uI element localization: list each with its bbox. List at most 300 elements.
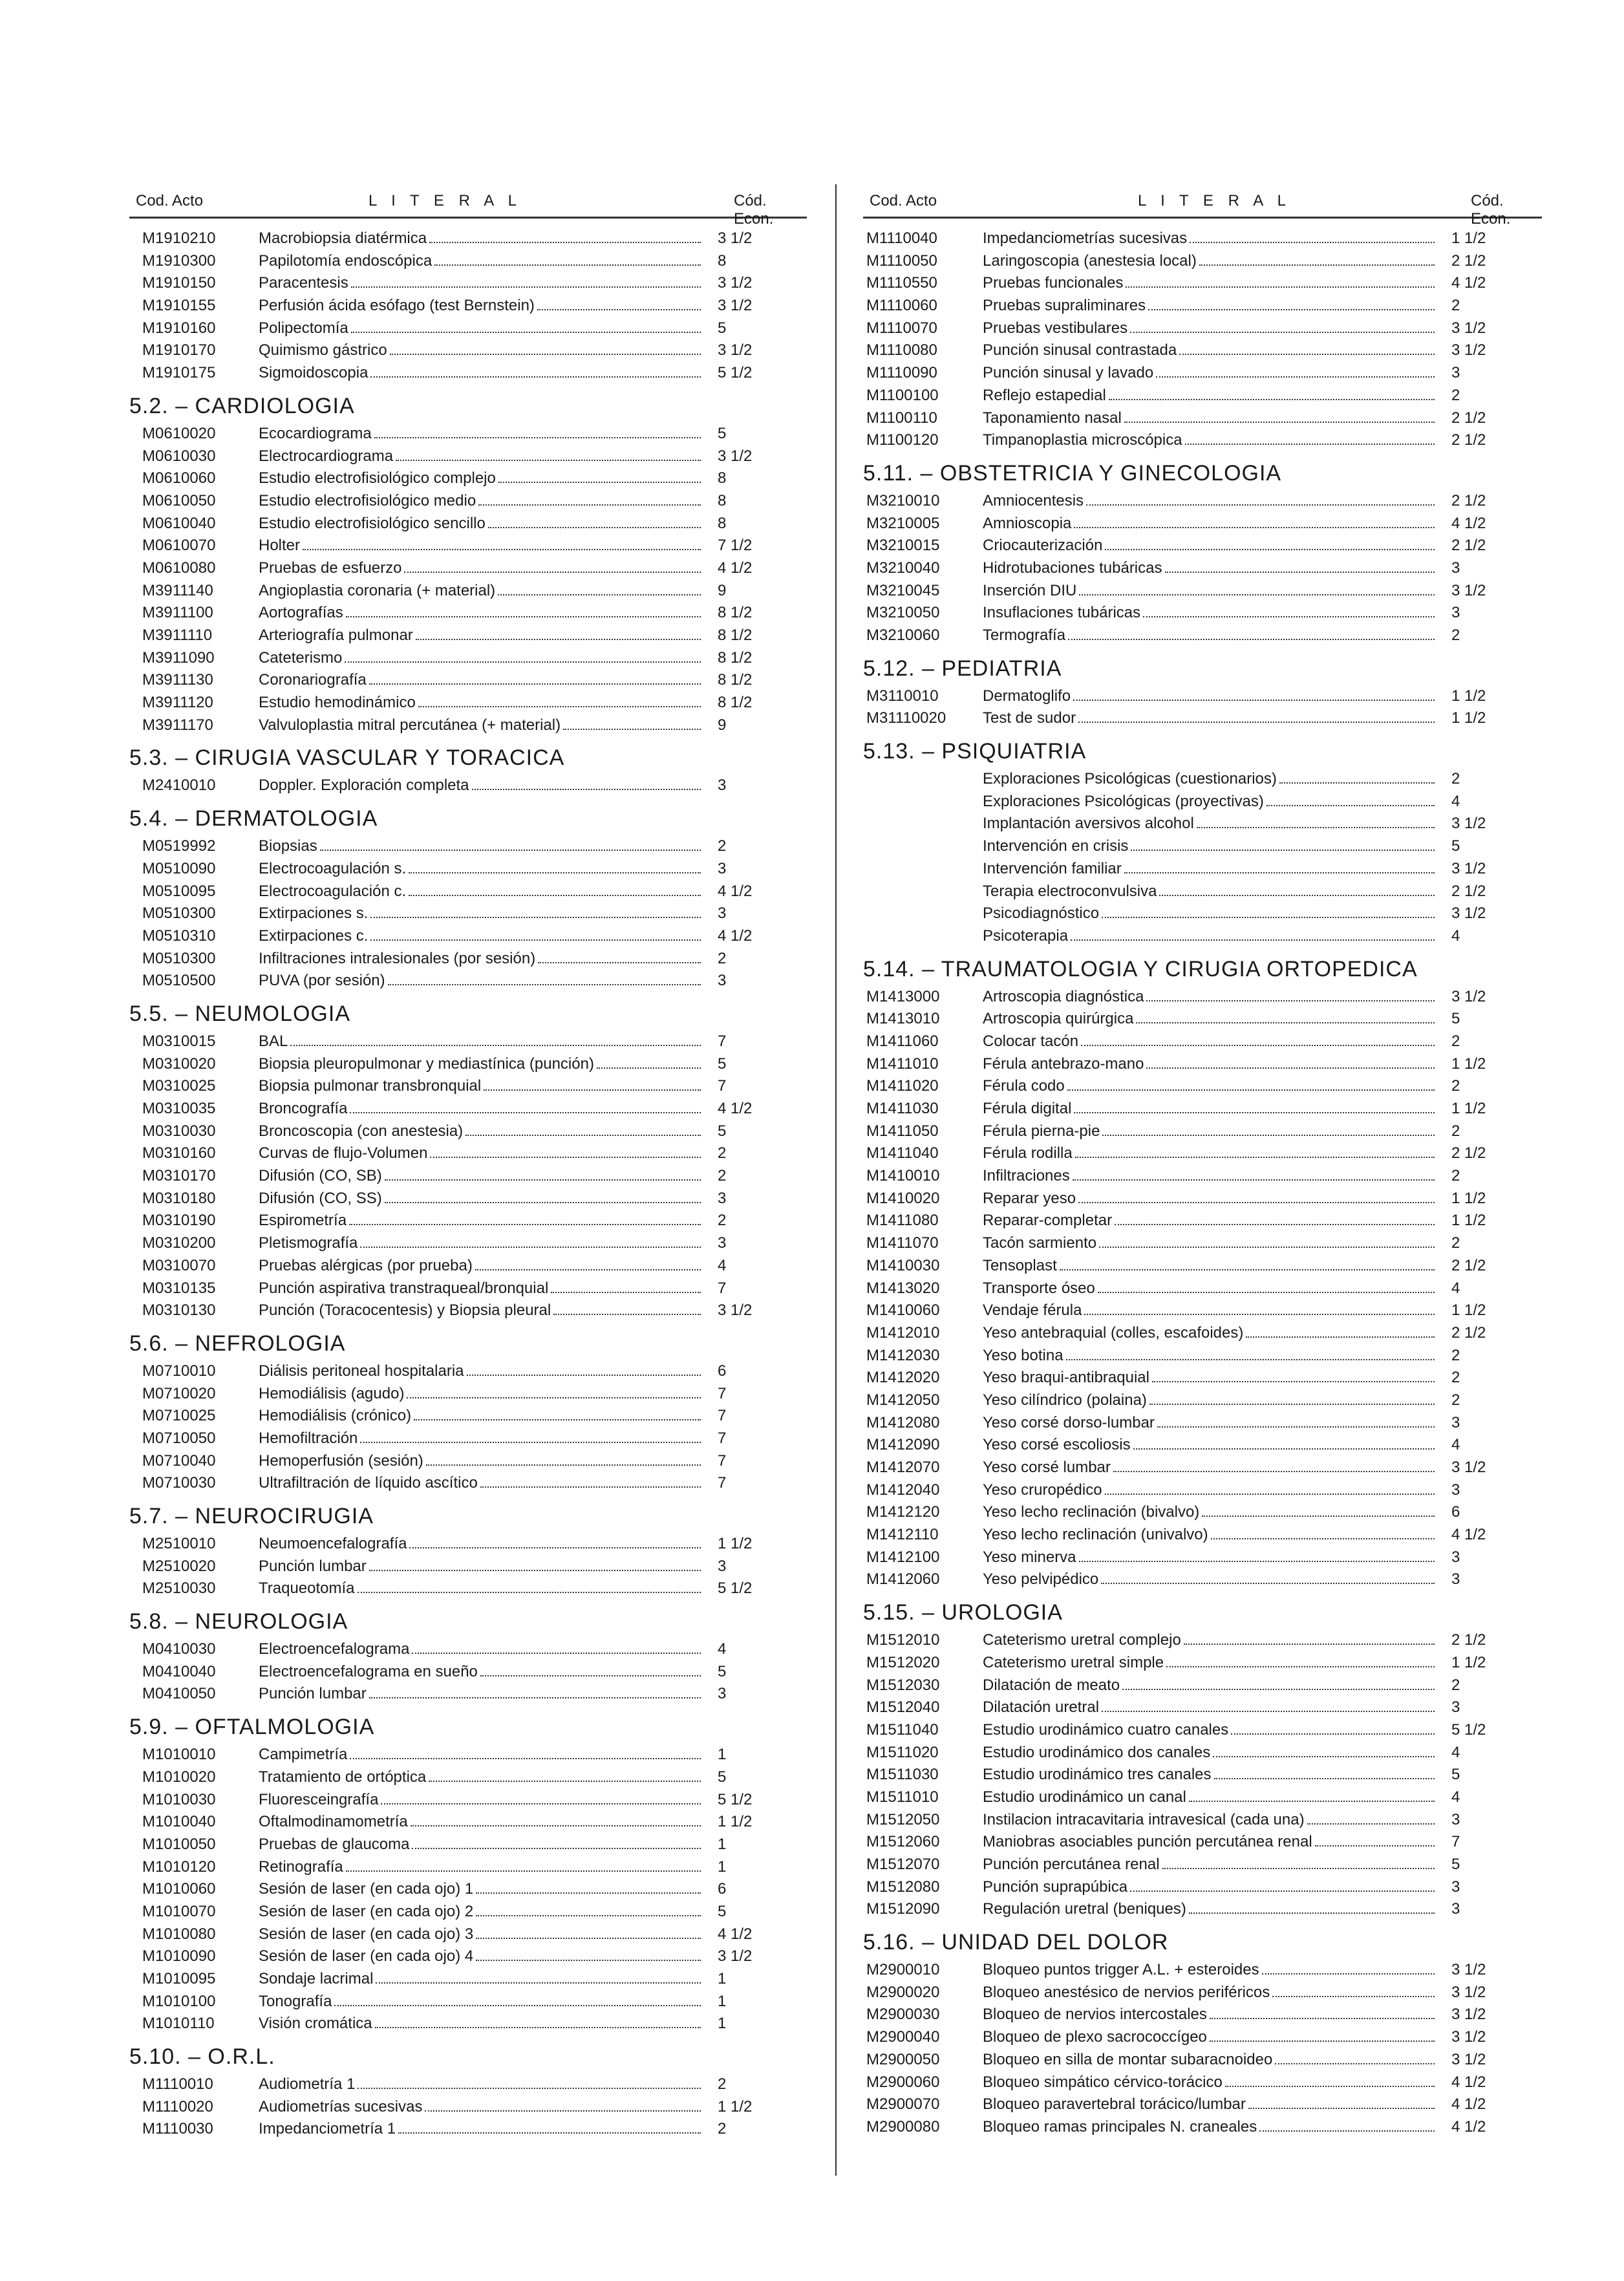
table-row [129,1578,807,1600]
act-code: M1110010 [142,2075,213,2094]
act-code: M3210060 [866,626,940,644]
section-title: 5.13. – PSIQUIATRIA [863,739,1087,764]
table-row [863,1322,1542,1345]
table-row [863,339,1542,362]
act-code: M0310130 [142,1301,216,1320]
literal-cell [983,1697,1438,1719]
literal-text: Bloqueo en silla de montar subaracnoideo [983,2050,1273,2068]
literal-cell [983,1547,1438,1569]
dot-leader [376,1968,701,1984]
literal-text: Colocar tacón [983,1032,1079,1050]
dot-leader [1279,768,1435,784]
literal-text: Electroencefalograma [259,1640,410,1658]
act-code: M3110010 [866,687,939,705]
literal-text: Arteriografía pulmonar [259,626,413,644]
act-code: M0610020 [142,424,216,442]
table-row [129,881,807,903]
literal-cell [259,775,705,797]
literal-text: Terapia electroconvulsiva [983,882,1157,900]
table-row [129,647,807,670]
literal-text: Bloqueo puntos trigger A.L. + esteroides [983,1961,1259,1979]
econ-code: 2 [1451,1122,1460,1140]
literal-cell [983,881,1438,903]
econ-code: 7 [718,1451,727,1470]
table-row [129,970,807,992]
literal-cell [259,1472,705,1495]
table-row [863,1053,1542,1076]
econ-code: 2 1/2 [1451,1631,1486,1649]
dot-leader [498,467,701,483]
econ-code: 3 1/2 [1451,319,1486,337]
dot-leader [369,669,701,685]
econ-code: 2 [1451,1167,1460,1185]
dot-leader [1179,339,1435,355]
act-code: M0710050 [142,1429,216,1447]
literal-cell [983,1719,1438,1742]
econ-code: 3 [1451,364,1460,382]
econ-code: 3 [718,1234,727,1252]
dot-leader [1133,1434,1435,1450]
table-row [863,1629,1542,1652]
literal-text: Campimetría [259,1746,348,1764]
econ-code: 8 1/2 [718,648,753,667]
dot-leader [416,625,701,640]
econ-code: 5 1/2 [718,1580,753,1598]
act-code: M0510090 [142,859,216,877]
act-code: M1412010 [866,1323,940,1342]
econ-code: 3 [718,972,727,990]
act-code: M1410060 [866,1301,940,1320]
literal-cell [983,1008,1438,1031]
econ-code: 4 1/2 [718,1100,753,1117]
table-row [129,858,807,881]
literal-cell [983,1434,1438,1457]
literal-cell [983,903,1438,925]
act-code [863,791,983,813]
literal-text: Tensoplast [983,1256,1057,1274]
literal-text: Pruebas de glaucoma [259,1835,410,1853]
econ-code: 1 1/2 [1451,1100,1486,1117]
econ-code: 2 [718,1212,727,1230]
literal-cell [259,1232,705,1255]
table-row [863,1547,1542,1569]
dot-leader [349,1210,701,1225]
act-code: M0410050 [142,1685,216,1703]
literal-cell [259,2073,705,2096]
dot-leader [467,1360,701,1376]
literal-cell [983,1959,1438,1982]
econ-code: 2 [1451,1391,1460,1409]
table-row [129,339,807,362]
table-row [129,1968,807,1991]
act-code: M1910155 [142,297,216,315]
literal-text: Quimismo gástrico [259,341,387,359]
literal-text: Cateterismo uretral complejo [983,1631,1181,1649]
literal-cell [983,1412,1438,1435]
literal-text: Bloqueo simpático cérvico-torácico [983,2073,1223,2091]
literal-cell [259,2096,705,2119]
econ-code: 1 1/2 [718,1535,753,1552]
econ-code: 2 [1451,1676,1460,1694]
act-code: M1411070 [866,1234,939,1252]
table-row [129,250,807,273]
literal-text: Hemofiltración [259,1429,358,1447]
act-code: M1110080 [866,341,937,359]
table-row [863,407,1542,430]
act-code: M3911130 [142,671,213,689]
literal-cell [259,1661,705,1684]
act-code: M0710040 [142,1451,216,1470]
act-code: M1010120 [142,1858,216,1876]
literal-text: Cateterismo [259,648,343,667]
literal-cell [983,490,1438,513]
econ-code: 4 [718,1640,727,1658]
literal-cell [259,1255,705,1278]
literal-cell [259,557,705,580]
dot-leader [429,1766,701,1782]
econ-code: 8 1/2 [718,694,753,712]
act-code: M1512030 [866,1676,940,1694]
table-row [863,1255,1542,1278]
table-row [863,1367,1542,1389]
literal-cell [259,1556,705,1578]
act-code: M0510300 [142,905,216,923]
table-row [863,925,1542,948]
literal-cell [259,1901,705,1923]
act-code: M1411060 [866,1032,939,1050]
table-row [863,1719,1542,1742]
table-row [863,1300,1542,1322]
literal-cell [983,1210,1438,1232]
act-code: M1412070 [866,1459,940,1476]
act-code: M1910300 [142,252,216,270]
dot-leader [409,881,701,896]
dot-leader [1084,1300,1435,1315]
act-code: M2900030 [866,2006,940,2024]
econ-code: 3 1/2 [718,297,753,315]
literal-cell [259,835,705,858]
literal-text: Intervención en crisis [983,837,1129,855]
section-title: 5.6. – NEFROLOGIA [129,1331,346,1356]
literal-text: Hemodiálisis (agudo) [259,1384,405,1402]
table-row [129,1789,807,1812]
table-row [863,791,1542,813]
literal-cell [983,250,1438,273]
table-row [129,1556,807,1578]
act-code: M2900020 [866,1983,940,2001]
dot-leader [350,1098,701,1113]
table-row [129,1210,807,1232]
table-row [863,1809,1542,1832]
dot-leader [1231,1719,1435,1735]
dot-leader [1073,685,1435,701]
dot-leader [425,2096,701,2112]
literal-text: Estudio urodinámico tres canales [983,1766,1212,1784]
literal-text: Instilacion intracavitaria intravesical (cada una) [983,1810,1305,1828]
literal-cell [259,1811,705,1834]
dot-leader [1266,791,1435,806]
dot-leader [1248,2094,1435,2109]
act-code: M1511040 [866,1720,939,1739]
dot-leader [1130,317,1435,333]
act-code: M0710010 [142,1362,216,1380]
literal-cell [259,1450,705,1473]
table-row [129,1405,807,1428]
literal-text: Tratamiento de ortóptica [259,1768,427,1786]
econ-code: 5 1/2 [1451,1720,1486,1739]
literal-text: Cateterismo uretral simple [983,1653,1164,1671]
table-row [863,1120,1542,1143]
section-title: 5.11. – OBSTETRICIA Y GINECOLOGIA [863,460,1282,486]
econ-code: 3 [1451,604,1460,622]
table-row [863,707,1542,730]
table-row [129,625,807,647]
econ-code: 7 [718,1429,727,1447]
dot-leader [476,1878,701,1894]
dot-leader [1124,858,1435,873]
literal-cell [983,1031,1438,1053]
section-title: 5.12. – PEDIATRIA [863,656,1062,681]
table-row [863,2072,1542,2094]
literal-text: Yeso minerva [983,1548,1076,1566]
econ-code: 3 1/2 [1451,987,1486,1005]
dot-leader [1148,295,1435,310]
econ-code: 2 [718,1144,727,1162]
act-code: M2510020 [142,1557,216,1575]
econ-code: 1 1/2 [1451,230,1486,247]
act-code [863,903,983,925]
act-code: M1110040 [866,230,937,247]
literal-cell [983,580,1438,603]
table-row [863,881,1542,903]
dot-leader [553,1300,701,1315]
act-code: M0610050 [142,491,216,509]
header-code: Cod. Acto [136,192,204,209]
econ-code: 2 [1451,1234,1460,1252]
table-row [129,1472,807,1495]
dot-leader [1086,490,1435,506]
literal-text: Espirometría [259,1212,347,1230]
dot-leader [1210,2004,1435,2019]
literal-text: Estudio electrofisiológico medio [259,491,476,509]
literal-text: Biopsia pleuropulmonar y mediastínica (punción) [259,1055,594,1073]
act-code: M0410040 [142,1662,216,1680]
dot-leader [1102,903,1435,918]
act-code: M0610080 [142,559,216,577]
econ-code: 2 [1451,1369,1460,1387]
literal-cell [983,317,1438,340]
dot-leader [1102,1697,1435,1712]
literal-cell [983,1569,1438,1591]
table-row [129,1901,807,1923]
table-row [129,1744,807,1766]
literal-text: Valvuloplastia mitral percutánea (+ material) [259,716,561,734]
right-column [863,184,1542,2139]
literal-text: Exploraciones Psicológicas (proyectivas) [983,792,1264,810]
literal-text: Yeso corsé lumbar [983,1459,1111,1476]
literal-text: Estudio electrofisiológico sencillo [259,514,486,532]
econ-code: 4 1/2 [1451,2073,1486,2091]
literal-cell [983,1322,1438,1345]
literal-text: Yeso botina [983,1346,1063,1364]
table-row [863,1278,1542,1300]
literal-text: Dilatación uretral [983,1698,1100,1717]
dot-leader [1101,1569,1435,1584]
table-row [863,429,1542,452]
econ-code: 6 [718,1880,727,1898]
literal-cell [259,1142,705,1165]
act-code: M0310025 [142,1077,216,1095]
act-code: M2900060 [866,2073,940,2091]
literal-text: Punción percutánea renal [983,1856,1160,1873]
table-row [863,1959,1542,1982]
dot-leader [475,1255,701,1270]
literal-cell [983,1898,1438,1921]
section-title: 5.10. – O.R.L. [129,2044,275,2070]
act-code: M1010040 [142,1813,216,1831]
literal-text: Férula codo [983,1077,1065,1095]
literal-text: Paracentesis [259,274,348,292]
literal-cell [983,1300,1438,1322]
table-row [863,2026,1542,2049]
act-code: M1412060 [866,1570,940,1589]
dot-leader [1102,1120,1435,1136]
table-row [129,228,807,250]
act-code: M1010100 [142,1992,216,2010]
literal-cell [983,1652,1438,1675]
act-code: M1410030 [866,1256,940,1274]
literal-text: Electrocardiograma [259,447,394,465]
table-row [863,1457,1542,1479]
econ-code: 3 [718,1685,727,1703]
dot-leader [430,1142,701,1158]
literal-text: Exploraciones Psicológicas (cuestionarios) [983,770,1277,788]
literal-cell [983,1053,1438,1076]
act-code: M1010095 [142,1970,216,1987]
econ-code: 2 1/2 [1451,1256,1486,1274]
econ-code: 3 1/2 [1451,2028,1486,2046]
header-econ: Cód. Econ. [1471,192,1511,228]
literal-text: Intervención familiar [983,859,1122,877]
dot-leader [303,535,701,550]
dot-leader [370,903,701,918]
literal-cell [259,423,705,445]
econ-code: 5 [718,1122,727,1140]
literal-cell [259,669,705,692]
table-row [129,1188,807,1210]
table-row [863,580,1542,603]
section-title: 5.14. – TRAUMATOLOGIA Y CIRUGIA ORTOPEDICA [863,956,1418,981]
literal-cell [259,467,705,490]
econ-code: 3 [1451,1481,1460,1499]
table-row [129,1255,807,1278]
dot-leader [484,1075,701,1091]
literal-cell [259,1744,705,1766]
literal-cell [983,1831,1438,1854]
literal-cell [983,858,1438,881]
dot-leader [1075,1142,1435,1158]
dot-leader [1071,925,1435,941]
econ-code: 8 [718,469,727,487]
dot-leader [385,1188,701,1203]
section-title: 5.8. – NEUROLOGIA [129,1609,348,1634]
literal-text: Amniocentesis [983,491,1084,509]
literal-text: Reparar yeso [983,1189,1076,1207]
literal-text: Yeso lecho reclinación (univalvo) [983,1526,1208,1544]
dot-leader [1272,1982,1435,1997]
literal-text: Yeso lecho reclinación (bivalvo) [983,1503,1200,1521]
literal-text: Vendaje férula [983,1301,1082,1320]
literal-cell [259,317,705,340]
literal-cell [983,1142,1438,1165]
table-row [863,1742,1542,1764]
econ-code: 7 [1451,1833,1460,1851]
table-row [129,513,807,535]
dot-leader [345,647,701,663]
table-row [863,557,1542,580]
act-code: M1410020 [866,1189,940,1207]
table-row [129,1383,807,1406]
act-code: M1511010 [866,1788,939,1806]
table-row [863,295,1542,317]
table-row [863,385,1542,407]
dot-leader [434,250,701,266]
literal-cell [259,1834,705,1856]
literal-cell [983,1501,1438,1524]
literal-text: Implantación aversivos alcohol [983,815,1194,833]
section-title: 5.16. – UNIDAD DEL DOLOR [863,1930,1169,1955]
econ-code: 4 1/2 [718,1925,753,1943]
dot-leader [480,1661,701,1676]
act-code: M1010010 [142,1746,216,1764]
table-row [129,1428,807,1450]
econ-code: 5 1/2 [718,1790,753,1808]
dot-leader [476,1945,701,1961]
econ-code: 2 1/2 [1451,431,1486,449]
table-row [129,1098,807,1120]
act-code: M1410010 [866,1167,940,1185]
dot-leader [1275,2049,1435,2064]
literal-text: Traqueotomía [259,1580,355,1598]
dot-leader [290,1031,701,1046]
literal-cell [983,1457,1438,1479]
literal-text: Doppler. Exploración completa [259,776,469,795]
econ-code: 2 1/2 [1451,1323,1486,1342]
literal-cell [983,1367,1438,1389]
literal-text: Bloqueo de nervios intercostales [983,2006,1207,2024]
econ-code: 8 [718,514,727,532]
section-title: 5.9. – OFTALMOLOGIA [129,1715,375,1740]
literal-cell [983,1809,1438,1832]
act-code: M1010020 [142,1768,216,1786]
table-row [129,835,807,858]
dot-leader [1225,2072,1435,2087]
act-code: M1512050 [866,1810,940,1828]
literal-cell [259,1165,705,1188]
literal-text: Fluoresceingrafía [259,1790,379,1808]
econ-code: 3 1/2 [1451,341,1486,359]
literal-cell [983,2116,1438,2139]
table-row [129,948,807,970]
table-row [863,1389,1542,1412]
econ-code: 1 1/2 [718,2097,753,2115]
act-code: M0710020 [142,1384,216,1402]
dot-leader [1124,407,1435,423]
dot-leader [1105,1479,1435,1495]
literal-text: Férula rodilla [983,1144,1073,1162]
table-row [129,1031,807,1053]
table-row [129,1638,807,1661]
